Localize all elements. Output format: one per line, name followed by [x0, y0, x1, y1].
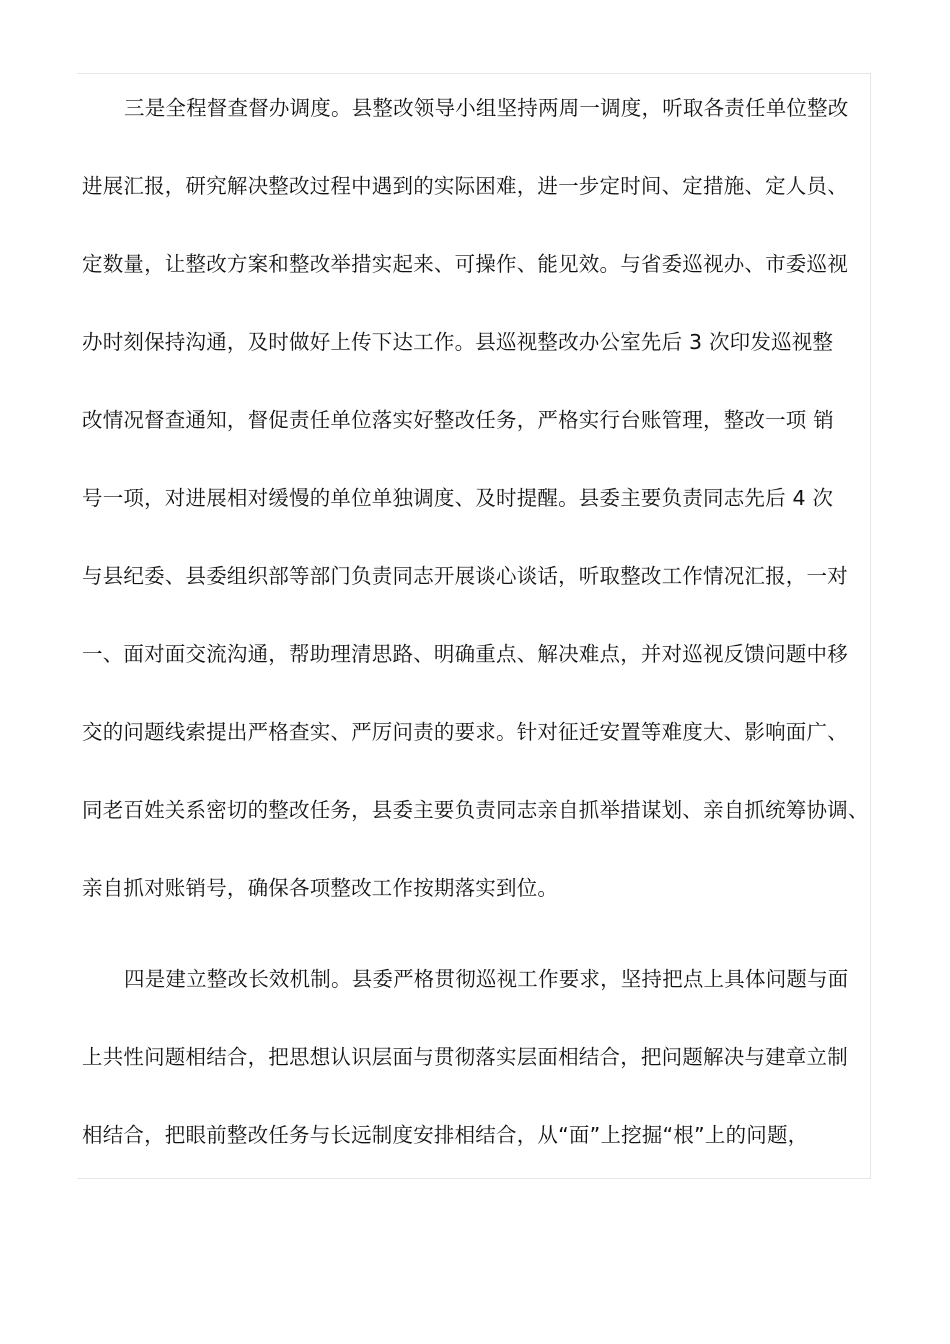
page-frame — [77, 73, 871, 1179]
paragraph-1-line-7: 与县纪委、县委组织部等部门负责同志开展谈心谈话，听取整改工作情况汇报，一对 — [82, 564, 848, 588]
paragraph-1-line-3: 定数量，让整改方案和整改举措实起来、可操作、能见效。与省委巡视办、市委巡视 — [82, 252, 848, 276]
paragraph-1-line-1: 三是全程督查督办调度。县整改领导小组坚持两周一调度，听取各责任单位整改 — [124, 96, 849, 120]
paragraph-1-line-8: 一、面对面交流沟通，帮助理清思路、明确重点、解决难点，并对巡视反馈问题中移 — [82, 642, 848, 666]
paragraph-1-line-5: 改情况督查通知，督促责任单位落实好整改任务，严格实行台账管理，整改一项 销 — [82, 408, 834, 432]
paragraph-1-line-11: 亲自抓对账销号，确保各项整改工作按期落实到位。 — [82, 876, 559, 900]
paragraph-1-line-4: 办时刻保持沟通，及时做好上传下达工作。县巡视整改办公室先后 3 次印发巡视整 — [82, 330, 834, 354]
paragraph-2-line-2: 上共性问题相结合，把思想认识层面与贯彻落实层面相结合，把问题解决与建章立制 — [82, 1045, 848, 1069]
paragraph-1-line-2: 进展汇报，研究解决整改过程中遇到的实际困难，进一步定时间、定措施、定人员、 — [82, 174, 848, 198]
paragraph-1-line-9: 交的问题线索提出严格查实、严厉问责的要求。针对征迁安置等难度大、影响面广、 — [82, 720, 848, 744]
paragraph-2-line-1: 四是建立整改长效机制。县委严格贯彻巡视工作要求，坚持把点上具体问题与面 — [124, 967, 849, 991]
paragraph-1-line-6: 号一项，对进展相对缓慢的单位单独调度、及时提醒。县委主要负责同志先后 4 次 — [82, 486, 834, 510]
paragraph-2-line-3: 相结合，把眼前整改任务与长远制度安排相结合，从“面”上挖掘“根”上的问题， — [82, 1123, 809, 1147]
paragraph-1-line-10: 同老百姓关系密切的整改任务，县委主要负责同志亲自抓举措谋划、亲自抓统筹协调、 — [82, 798, 869, 822]
